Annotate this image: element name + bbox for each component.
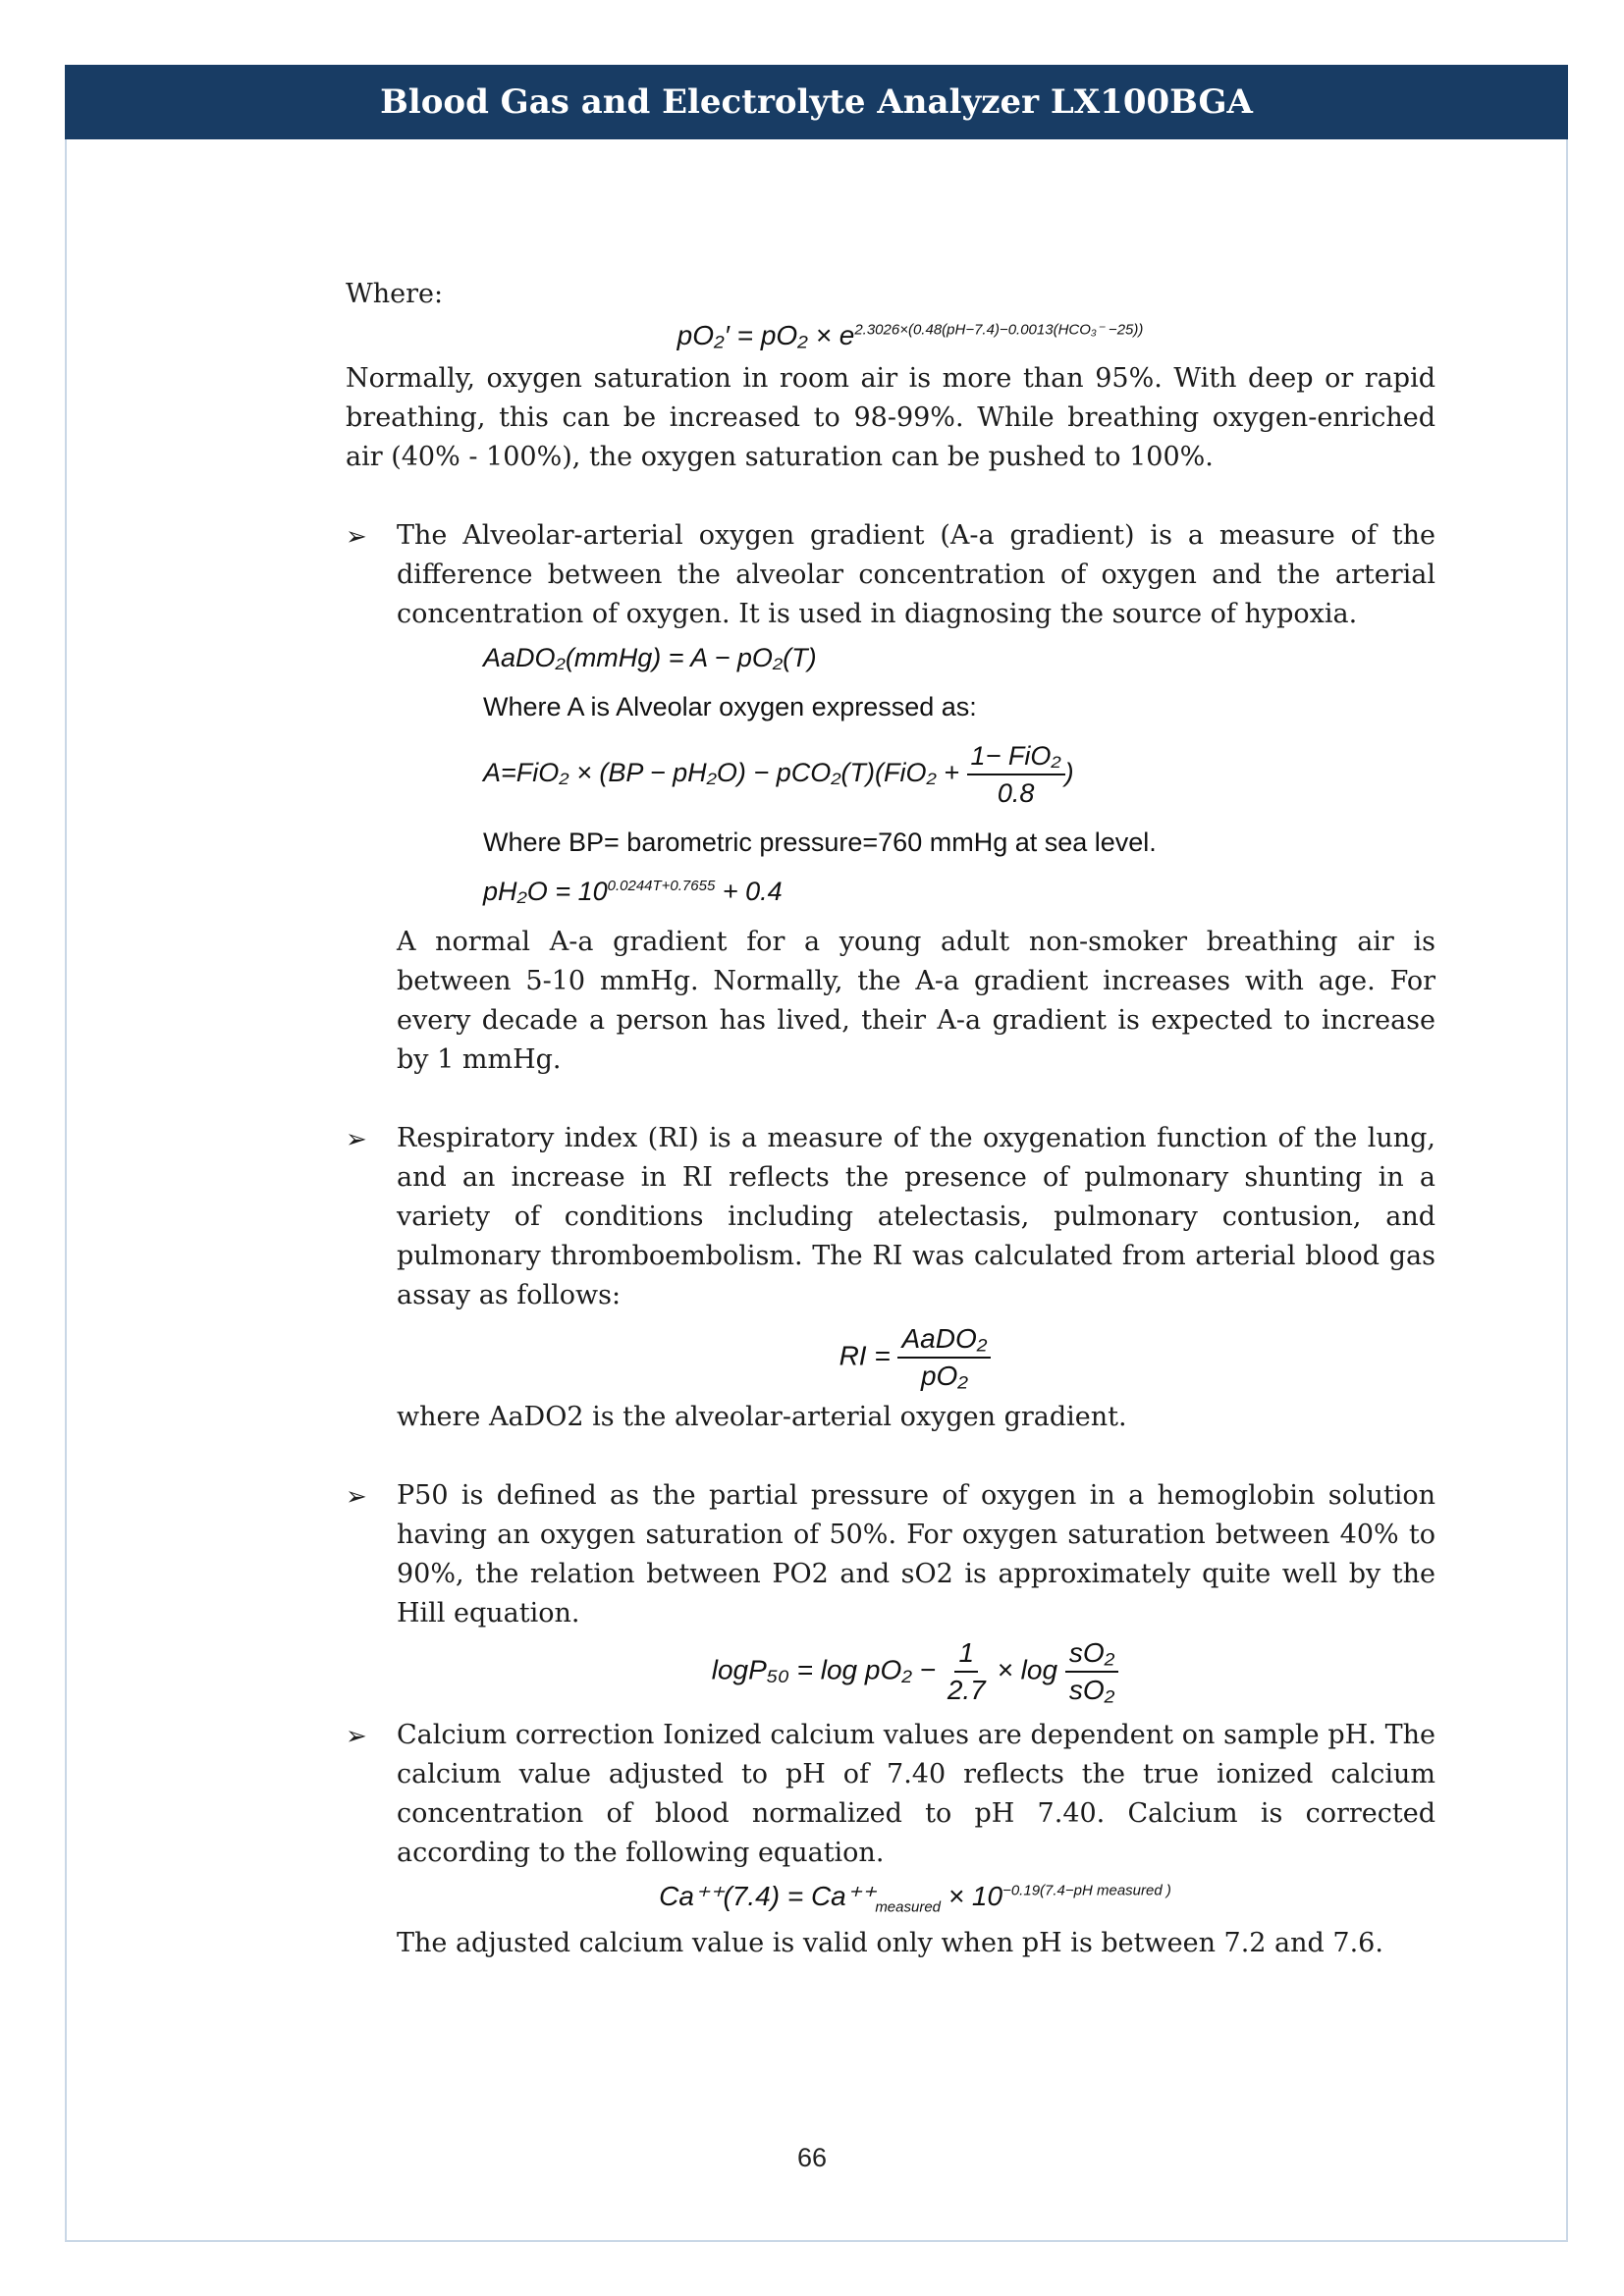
aado2-formula: AaDO₂(mmHg) = A − pO₂(T) xyxy=(483,643,817,672)
header-title: Blood Gas and Electrolyte Analyzer LX100BGA xyxy=(380,82,1253,122)
where-label: Where: xyxy=(346,279,444,309)
ph2o-formula: $pH_2O = 10^{0.0244T+0.7655} + 0.4$ xyxy=(483,877,783,906)
p50-text: P50 is defined as the partial pressure of oxygen in a hemoglobin solution having an oxygen saturation of 50%. For oxygen saturation between 40% to 90%, the relation between PO2 and sO2 is approximately quite well by the Hill equation. xyxy=(397,1480,1435,1629)
alveolar-oxygen-label: Where A is Alveolar oxygen expressed as: xyxy=(483,692,977,721)
hill-equation-formula: logP₅₀ = log pO₂ − $\frac{1}{2.7}$ × log $\frac{\text{sO₂}}{\text{sO₂}}$ xyxy=(395,1635,1435,1708)
bullet-respiratory-index xyxy=(346,1119,1435,1315)
ri-formula: RI = $\frac{\text{AaDO₂}}{\text{pO₂}}$ xyxy=(395,1321,1435,1394)
calcium-followup: The adjusted calcium value is valid only when pH is between 7.2 and 7.6. xyxy=(397,1928,1383,1958)
arrow-bullet-icon: ➢ xyxy=(346,522,367,552)
calcium-correction-formula: $Ca^{++}(7.4) = Ca^{++}_{measured} \times 10^{-0.19(7.4-pH measured )}$ xyxy=(659,1881,1171,1916)
bullet-calcium-correction xyxy=(346,1716,1435,1873)
bullet-p50 xyxy=(346,1476,1435,1633)
aa-gradient-followup: A normal A-a gradient for a young adult non-smoker breathing air is between 5-10 mmHg. Normally, the A-a gradient increases with age. For every decade a person has lived, their A-a gradient is expected to increase by 1 mmHg. xyxy=(397,927,1435,1075)
oxygen-saturation-paragraph: Normally, oxygen saturation in room air is more than 95%. With deep or rapid breathing, this can be increased to 98-99%. While breathing oxygen-enriched air (40% - 100%), the oxygen saturation can be pushed to 100%. xyxy=(346,363,1435,472)
fio2-fraction: $\frac{\text{1− FiO₂}}{0.8}$ xyxy=(967,738,1065,811)
arrow-bullet-icon: ➢ xyxy=(346,1722,367,1751)
respiratory-index-text: Respiratory index (RI) is a measure of the oxygenation function of the lung, and an increase in RI reflects the presence of pulmonary shunting in a variety of conditions including atelectasis, pulmonary contusion, and pulmonary thromboembolism. The RI was calculated from arterial blood gas assay as follows: xyxy=(397,1123,1435,1310)
bullet-aa-gradient xyxy=(346,516,1435,634)
document-header xyxy=(65,65,1568,139)
alveolar-oxygen-formula: A=FiO₂ × (BP − pH₂O) − pCO₂(T)(FiO₂ + $\frac{\text{1− FiO₂}}{0.8}$ ) xyxy=(483,738,1435,811)
page-number: 66 xyxy=(796,2143,828,2172)
arrow-bullet-icon: ➢ xyxy=(346,1482,367,1512)
po2-correction-formula: $pO_2' = pO_2 \times e^{2.3026\times(0.48(pH-7.4)-0.0013(HCO_3^- -25))}$ xyxy=(677,320,1144,350)
barometric-pressure-note: Where BP= barometric pressure=760 mmHg at sea level. xyxy=(483,828,1157,857)
ri-followup: where AaDO2 is the alveolar-arterial oxygen gradient. xyxy=(397,1402,1127,1432)
page-content xyxy=(346,275,1435,1963)
aa-gradient-formulas xyxy=(483,640,1435,909)
calcium-correction-text: Calcium correction Ionized calcium values are dependent on sample pH. The calcium value adjusted to pH of 7.40 reflects the true ionized calcium concentration of blood normalized to pH 7.40. Calcium is corrected according to the following equation. xyxy=(397,1720,1435,1868)
aa-gradient-text: The Alveolar-arterial oxygen gradient (A-a gradient) is a measure of the difference between the alveolar concentration of oxygen and the arterial concentration of oxygen. It is used in diagnosing the source of hypoxia. xyxy=(397,520,1435,629)
arrow-bullet-icon: ➢ xyxy=(346,1125,367,1154)
